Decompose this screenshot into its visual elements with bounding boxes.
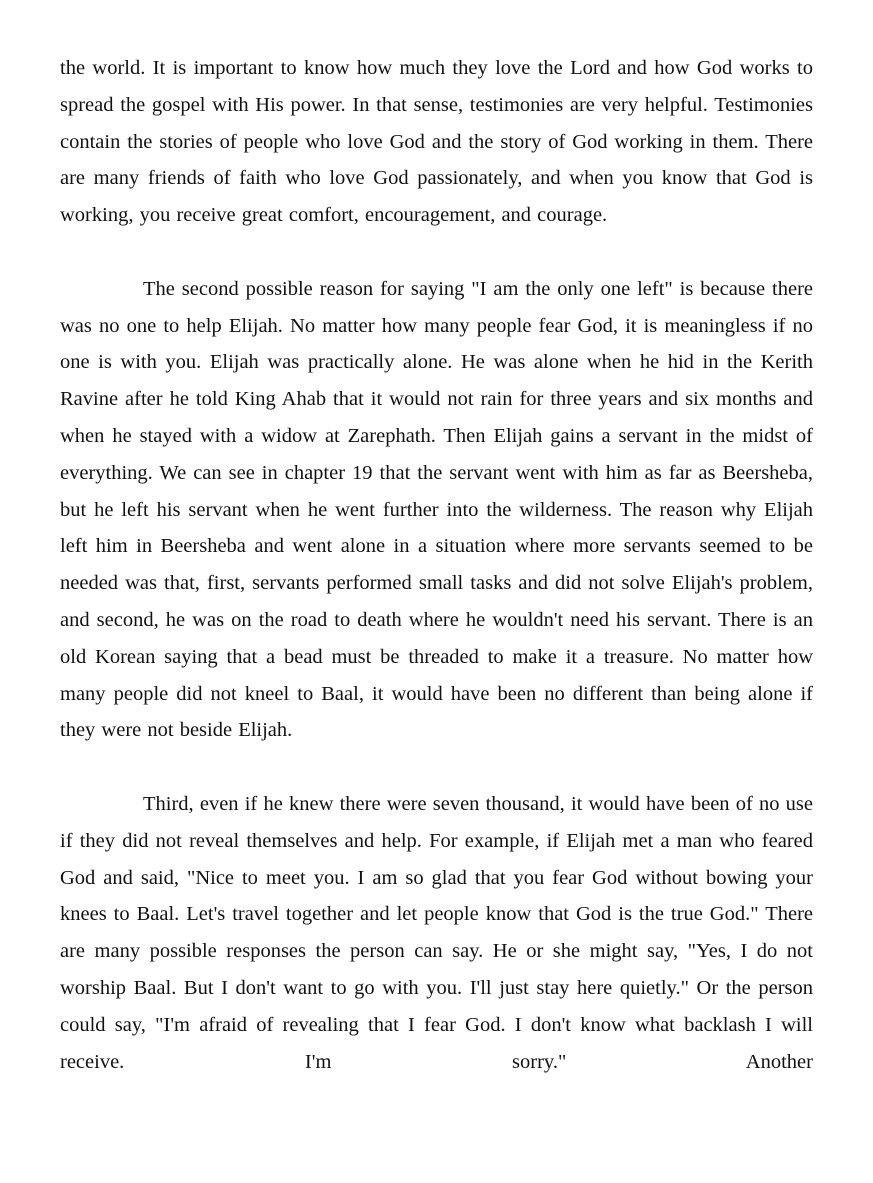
document-page (60, 50, 813, 1080)
paragraph-continuation: the world. It is important to know how much they love the Lord and how God works to spread the gospel with His power. In that sense, testimonies are very helpful. Testimonies contain the stories of people who love God and the story of God working in them. There are many friends of faith who love God passionately, and when you know that God is working, you receive great comfort, encouragement, and courage. (60, 57, 813, 227)
paragraph-third-reason: Third, even if he knew there were seven thousand, it would have been of no use if they did not reveal themselves and help. For example, if Elijah met a man who feared God and said, "Nice to meet you. I am so glad that you fear God without bowing your knees to Baal. Let's travel together and let people know that God is the true God." There are many possible responses the person can say. He or she might say, "Yes, I do not worship Baal. But I don't want to go with you. I'll just stay here quietly." Or the person could say, "I'm afraid of revealing that I fear God. I don't know what backlash I will receive. I'm sorry." Another (60, 792, 813, 1073)
paragraph-second-reason: The second possible reason for saying "I am the only one left" is because there was no one to help Elijah. No matter how many people fear God, it is meaningless if no one is with you. Elijah was practically alone. He was alone when he hid in the Kerith Ravine after he told King Ahab that it would not rain for three years and six months and when he stayed with a widow at Zarephath. Then Elijah gains a servant in the midst of everything. We can see in chapter 19 that the servant went with him as far as Beersheba, but he left his servant when he went further into the wilderness. The reason why Elijah left him in Beersheba and went alone in a situation where more servants seemed to be needed was that, first, servants performed small tasks and did not solve Elijah's problem, and second, he was on the road to death where he wouldn't need his servant. There is an old Korean saying that a bead must be threaded to make it a treasure. No matter how many people did not kneel to Baal, it would have been no different than being alone if they were not beside Elijah. (60, 277, 813, 742)
